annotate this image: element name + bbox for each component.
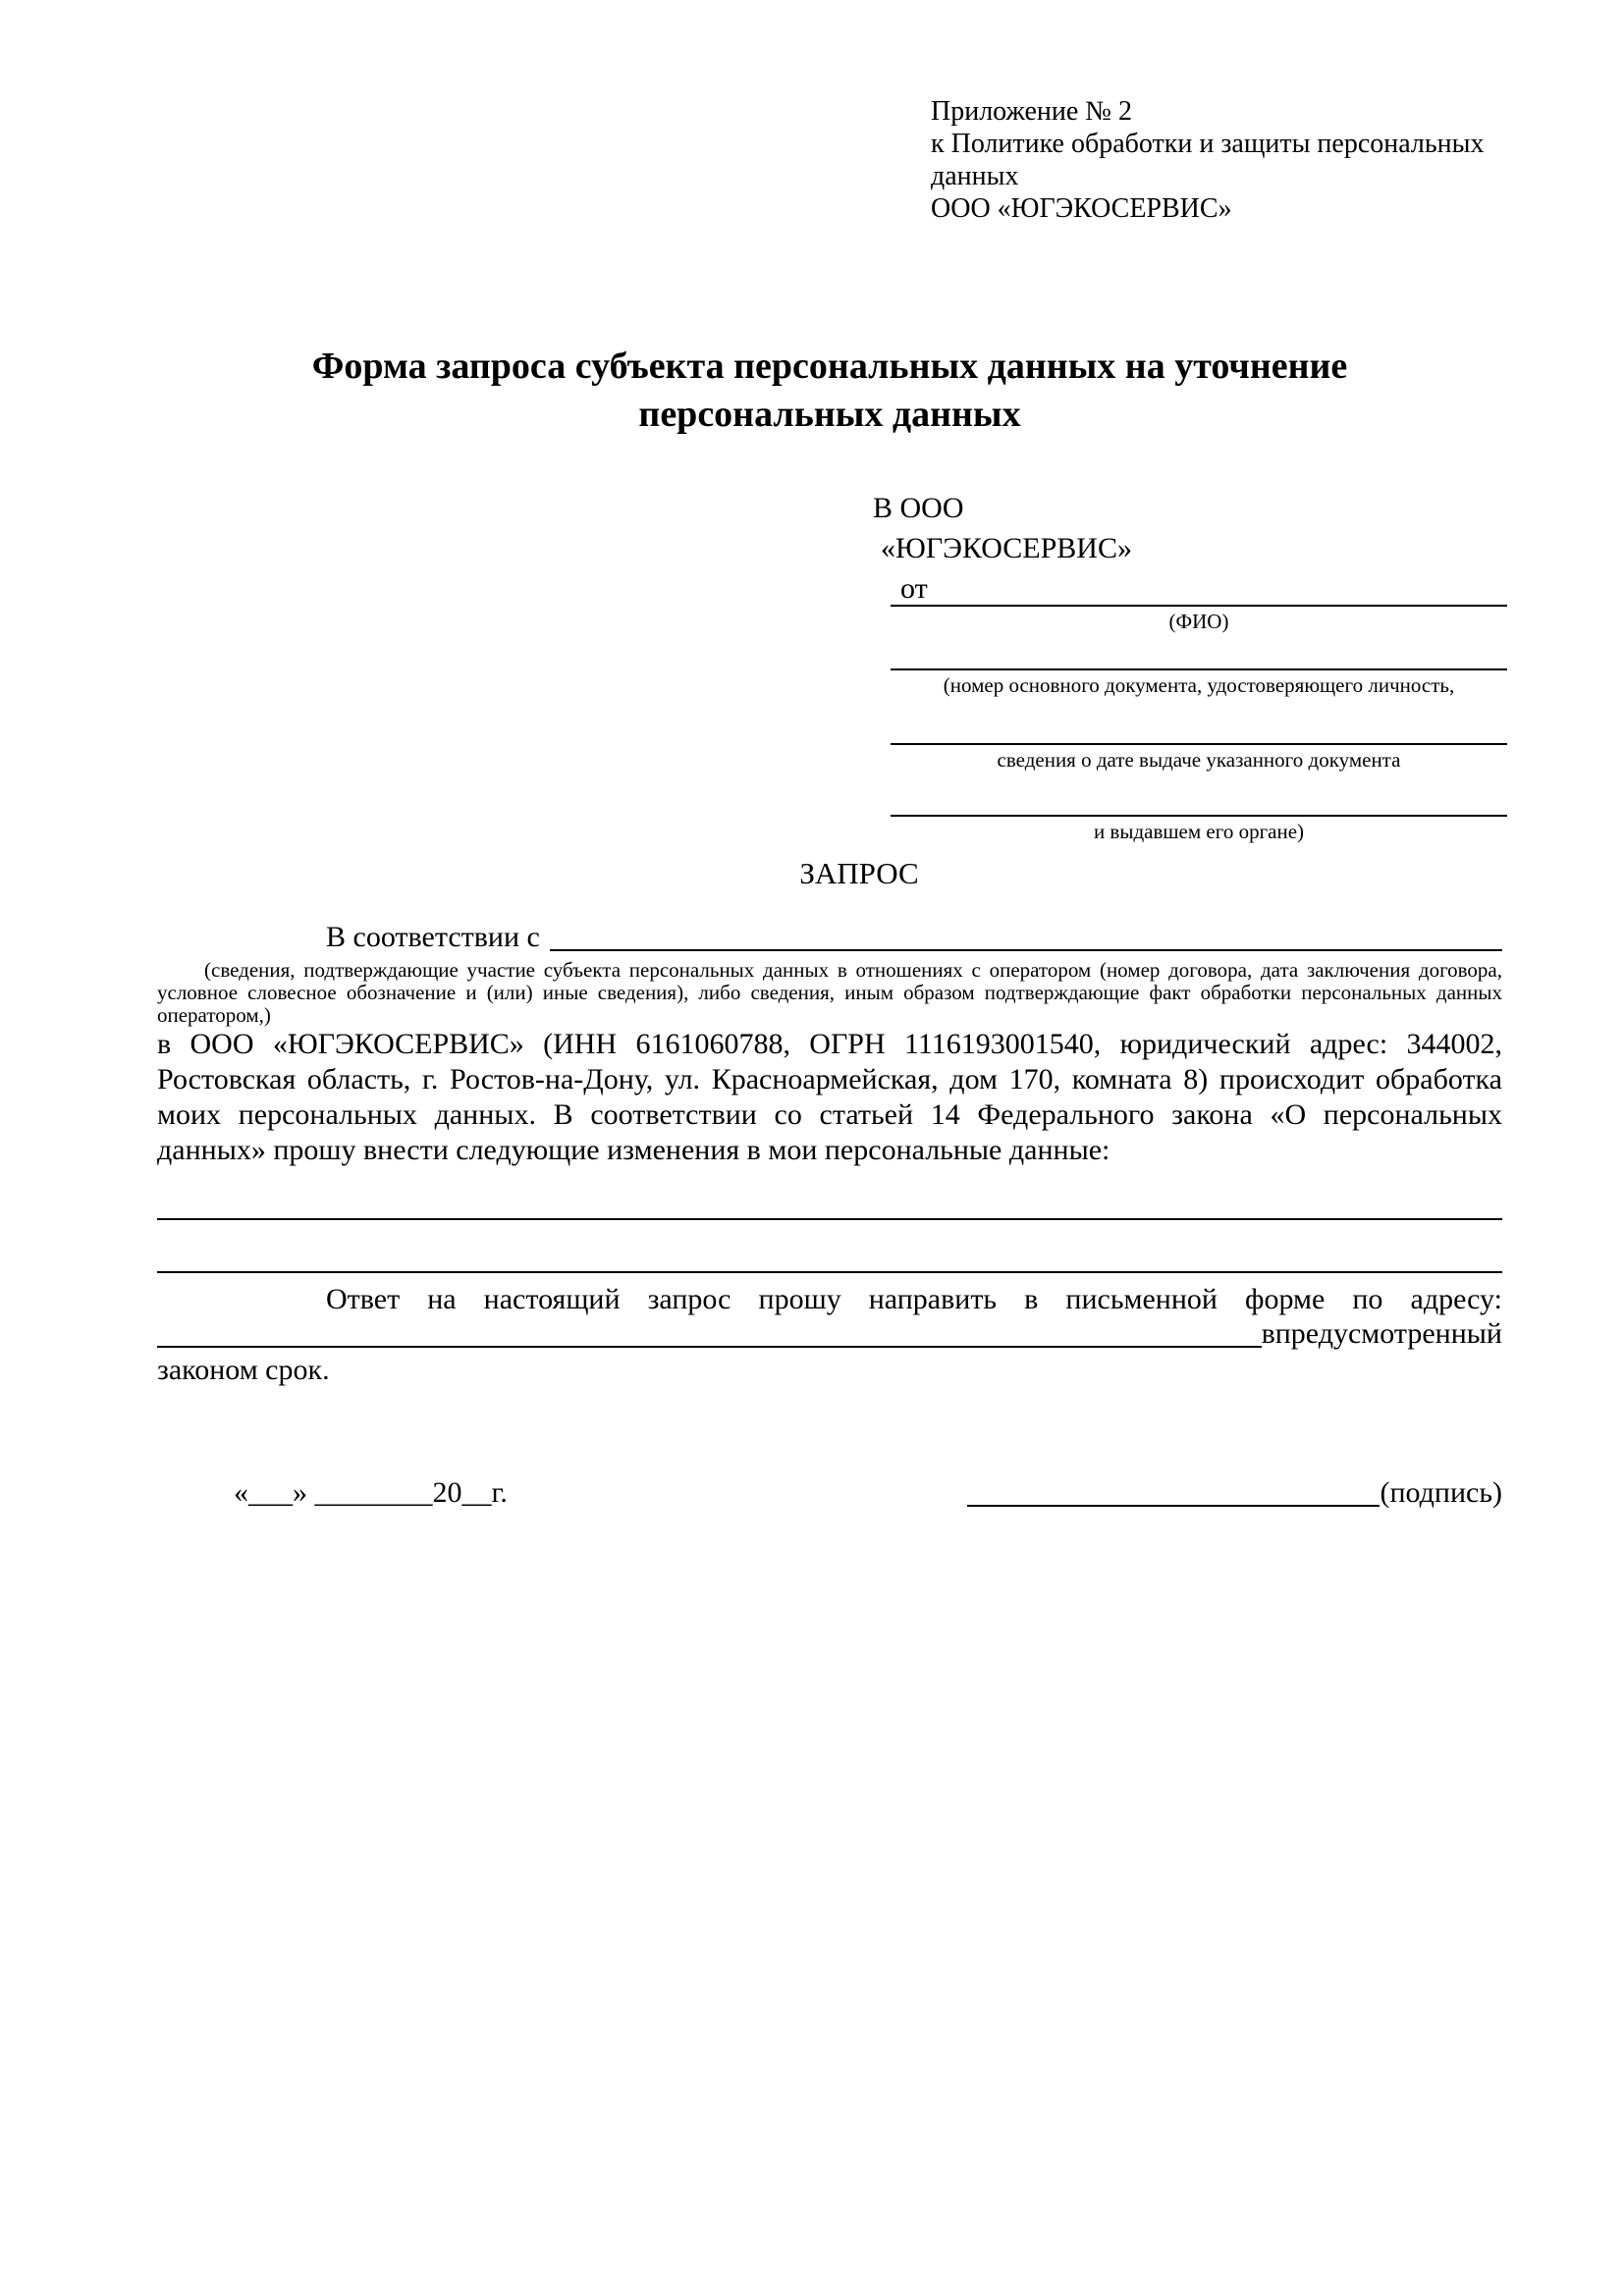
addressee-line2: «ЮГЭКОСЕРВИС» xyxy=(881,532,1132,564)
issue-date-caption: сведения о дате выдаче указанного документа xyxy=(997,748,1401,772)
changes-blank-line-2 xyxy=(157,1271,1502,1273)
reply-request-line: Ответ на настоящий запрос прошу направить в письменной форме по адресу: xyxy=(326,1283,1502,1315)
issue-date-blank-field xyxy=(891,743,1507,772)
document-title-line2: персональных данных xyxy=(638,394,1021,435)
fio-blank-field xyxy=(891,605,1507,633)
signature-caption: (подпись) xyxy=(1380,1476,1502,1509)
document-title xyxy=(157,343,1502,439)
signature-blank-line xyxy=(967,1477,1380,1507)
issuing-authority-caption: и выдавшем его органе) xyxy=(1093,820,1305,843)
explanatory-note: (сведения, подтверждающие участие субъекта персональных данных в отношениях с оператором (номер договора, дата заключения договора, условное словесное обозначение и (или) иные сведения), либо сведения, иным образом подтверждающие факт обработки персональных данных оператором,) xyxy=(157,958,1502,1027)
addressee-block xyxy=(873,488,1132,609)
date-signature-row xyxy=(157,1474,1502,1511)
document-number-blank-field xyxy=(891,668,1507,697)
addressee-line1: В ООО xyxy=(873,492,964,524)
appendix-policy-reference: к Политике обработки и защиты персональных данных xyxy=(931,129,1485,191)
changes-blank-line-1 xyxy=(157,1218,1502,1220)
fio-caption: (ФИО) xyxy=(1168,610,1229,633)
document-number-caption: (номер основного документа, удостоверяющего личность, xyxy=(943,673,1455,697)
intro-row xyxy=(157,919,1502,955)
addressee-line3: от xyxy=(900,572,928,605)
reply-address-row xyxy=(157,1315,1502,1352)
request-heading: ЗАПРОС xyxy=(799,856,919,890)
issuing-authority-blank-field xyxy=(891,815,1507,843)
intro-prefix: В соответствии с xyxy=(326,921,540,953)
document-title-line1: Форма запроса субъекта персональных данных на уточнение xyxy=(311,346,1348,387)
request-body: в ООО «ЮГЭКОСЕРВИС» (ИНН 6161060788, ОГРН 1116193001540, юридический адрес: 344002, Ростовская область, г. Ростов-на-Дону, ул. Красноармейская, дом 170, комната 8) происходит обработка моих персональных данных. В соответствии со статьей 14 Федерального закона «О персональных данных» прошу внести следующие изменения в мои персональные данные: xyxy=(157,1028,1502,1166)
reply-word-v: в xyxy=(1261,1317,1275,1350)
reply-word-predusmotrenny: предусмотренный xyxy=(1274,1317,1502,1350)
intro-blank-line xyxy=(550,922,1502,951)
reply-address-blank-line xyxy=(157,1318,1262,1348)
appendix-number: Приложение № 2 xyxy=(931,96,1132,127)
appendix-header xyxy=(931,95,1520,225)
appendix-company-name: ООО «ЮГЭКОСЕРВИС» xyxy=(931,193,1232,224)
date-blank-line: «___» ________20__г. xyxy=(234,1476,508,1509)
reply-closing-line: законом срок. xyxy=(157,1354,330,1386)
signature-group xyxy=(967,1474,1502,1511)
